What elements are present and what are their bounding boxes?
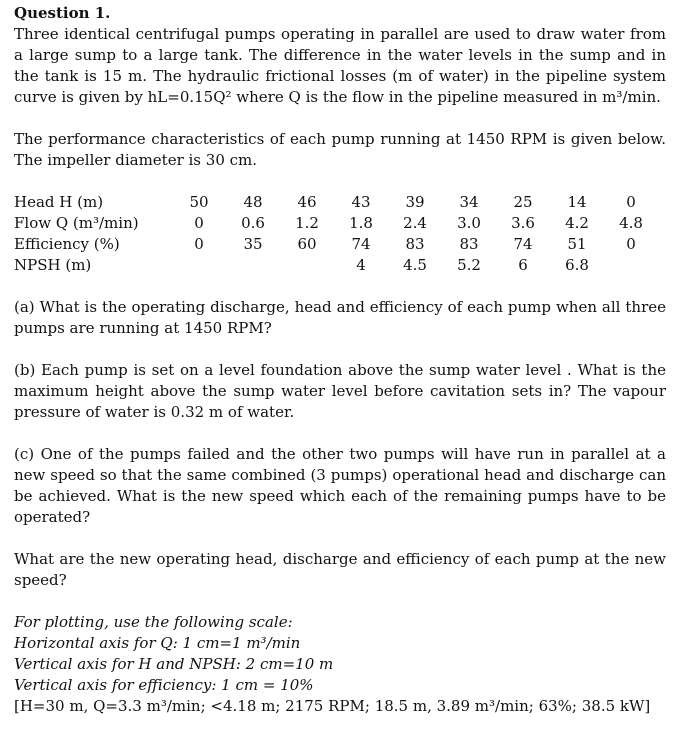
row-label: Efficiency (%) — [14, 235, 120, 253]
part-a: (a) What is the operating discharge, head and efficiency of each pump when all three pumps are running at 1450 RPM? — [14, 298, 666, 337]
part-b: (b) Each pump is set on a level foundation above the sump water level . What is the maximum height above the sump water level before cavitation sets in? The vapour pressure of water is 0.32 m of water. — [14, 361, 666, 421]
plotting-vertical-axis-head: Vertical axis for H and NPSH: 2 cm=10 m — [14, 655, 334, 673]
performance-intro: The performance characteristics of each pump running at 1450 RPM is given below. The impeller diameter is 30 cm. — [14, 130, 666, 169]
plotting-vertical-axis-efficiency: Vertical axis for efficiency: 1 cm = 10% — [14, 676, 314, 694]
table-cell — [280, 255, 334, 276]
table-cell: 3.6 — [511, 214, 535, 232]
table-cell: 4 — [356, 256, 366, 274]
table-cell: 74 — [513, 235, 533, 253]
table-cell: 43 — [351, 193, 371, 211]
spacer — [14, 339, 666, 360]
table-cell: 2.4 — [403, 214, 427, 232]
table-cell — [226, 255, 280, 276]
table-cell: 6.8 — [565, 256, 589, 274]
answer-key: [H=30 m, Q=3.3 m³/min; <4.18 m; 2175 RPM; 18.5 m, 3.89 m³/min; 63%; 38.5 kW] — [14, 697, 651, 715]
table-cell: 0 — [194, 214, 204, 232]
table-cell: 1.8 — [349, 214, 373, 232]
part-c: (c) One of the pumps failed and the other two pumps will have run in parallel at a new speed so that the same combined (3 pumps) operational head and discharge can be achieved. What is the new speed which each of the remaining pumps have to be operated? — [14, 445, 666, 526]
table-cell: 3.0 — [457, 214, 481, 232]
table-cell: 4.5 — [403, 256, 427, 274]
spacer — [14, 423, 666, 444]
table-cell: 4.8 — [619, 214, 643, 232]
table-cell: 48 — [243, 193, 263, 211]
plotting-horizontal-axis: Horizontal axis for Q: 1 cm=1 m³/min — [14, 634, 301, 652]
table-cell — [172, 255, 226, 276]
table-cell: 50 — [189, 193, 209, 211]
spacer — [14, 171, 666, 192]
table-cell: 83 — [405, 235, 425, 253]
table-cell: 0 — [194, 235, 204, 253]
spacer — [14, 528, 666, 549]
row-label: Flow Q (m³/min) — [14, 214, 139, 232]
spacer — [14, 276, 666, 297]
table-cell: 14 — [567, 193, 587, 211]
table-cell: 39 — [405, 193, 425, 211]
table-cell — [604, 255, 658, 276]
table-cell: 0.6 — [241, 214, 265, 232]
table-row — [14, 213, 658, 234]
table-cell: 51 — [567, 235, 587, 253]
plotting-heading: For plotting, use the following scale: — [14, 613, 293, 631]
table-row — [14, 255, 658, 276]
table-cell: 35 — [243, 235, 263, 253]
table-cell: 60 — [297, 235, 317, 253]
table-cell: 74 — [351, 235, 371, 253]
table-row — [14, 192, 658, 213]
table-cell: 25 — [513, 193, 533, 211]
table-cell: 4.2 — [565, 214, 589, 232]
question-title: Question 1. — [14, 4, 111, 22]
table-cell: 0 — [626, 235, 636, 253]
performance-table — [14, 192, 658, 276]
row-label: Head H (m) — [14, 193, 104, 211]
table-row — [14, 234, 658, 255]
problem-statement: Three identical centrifugal pumps operating in parallel are used to draw water from a large sump to a large tank. The difference in the water levels in the sump and in the tank is 15 m. The hydraulic frictional losses (m of water) in the pipeline system curve is given by hL=0.15Q² where Q is the flow in the pipeline measured in m³/min. — [14, 25, 666, 106]
table-cell: 83 — [459, 235, 479, 253]
table-cell: 0 — [626, 193, 636, 211]
table-cell: 6 — [518, 256, 528, 274]
table-cell: 46 — [297, 193, 317, 211]
table-cell: 1.2 — [295, 214, 319, 232]
follow-up-question: What are the new operating head, discharge and efficiency of each pump at the new speed? — [14, 550, 666, 589]
table-cell: 34 — [459, 193, 479, 211]
spacer — [14, 108, 666, 129]
table-cell: 5.2 — [457, 256, 481, 274]
spacer — [14, 591, 666, 612]
row-label: NPSH (m) — [14, 256, 92, 274]
